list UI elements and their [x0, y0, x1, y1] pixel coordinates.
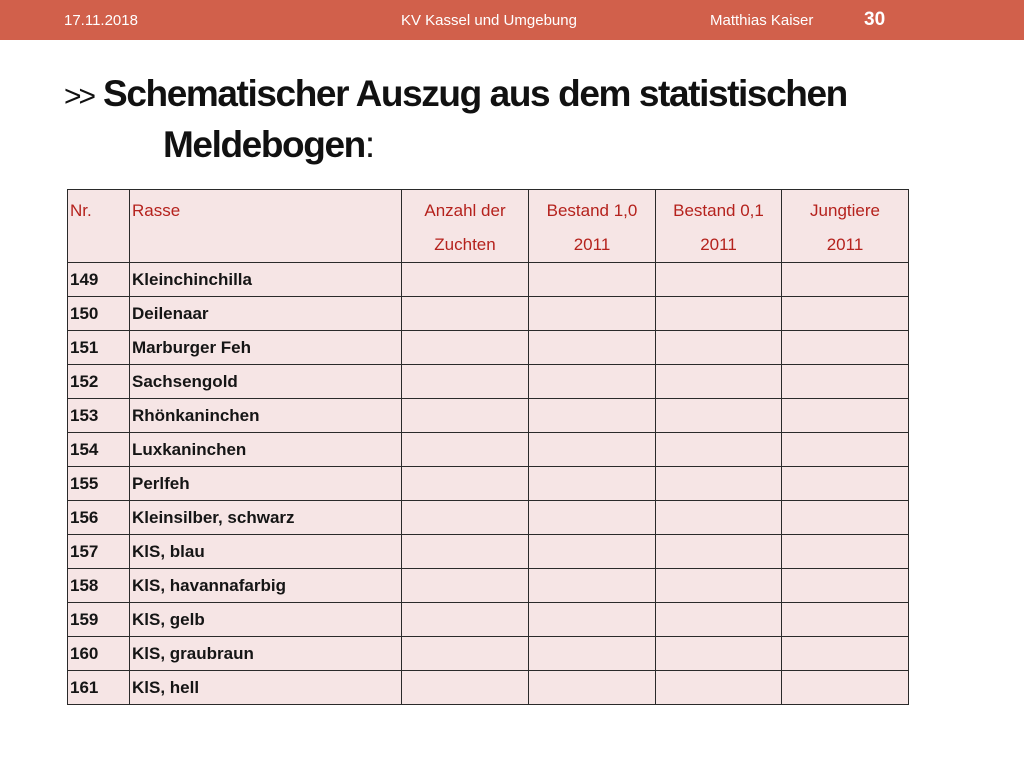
cell-rasse: Rhönkaninchen: [130, 399, 402, 433]
table-row: [68, 467, 909, 501]
cell-bestand-0-1: [656, 399, 782, 433]
cell-bestand-0-1: [656, 671, 782, 705]
cell-bestand-0-1: [656, 535, 782, 569]
cell-bestand-0-1: [656, 263, 782, 297]
cell-bestand-1-0: [529, 365, 656, 399]
slide-author: Matthias Kaiser: [710, 12, 814, 29]
title-line-1: Schematischer Auszug aus dem statistischen: [103, 73, 847, 114]
cell-anzahl: [402, 399, 529, 433]
cell-rasse: KlS, havannafarbig: [130, 569, 402, 603]
cell-nr: 155: [68, 467, 130, 501]
cell-rasse: Marburger Feh: [130, 331, 402, 365]
table-row: [68, 263, 909, 297]
slide-title: [64, 70, 964, 169]
cell-bestand-0-1: [656, 501, 782, 535]
cell-rasse: KlS, hell: [130, 671, 402, 705]
header-bestand-1-0: Bestand 1,0 2011: [529, 190, 656, 263]
cell-anzahl: [402, 433, 529, 467]
cell-nr: 150: [68, 297, 130, 331]
cell-bestand-1-0: [529, 535, 656, 569]
table-row: [68, 603, 909, 637]
cell-bestand-1-0: [529, 467, 656, 501]
cell-jungtiere: [782, 535, 909, 569]
header-bestand-0-1: Bestand 0,1 2011: [656, 190, 782, 263]
cell-jungtiere: [782, 297, 909, 331]
cell-rasse: KlS, gelb: [130, 603, 402, 637]
cell-anzahl: [402, 637, 529, 671]
cell-nr: 152: [68, 365, 130, 399]
table-row: [68, 637, 909, 671]
cell-jungtiere: [782, 637, 909, 671]
cell-bestand-1-0: [529, 399, 656, 433]
cell-anzahl: [402, 501, 529, 535]
cell-jungtiere: [782, 467, 909, 501]
header-bar: [0, 0, 1024, 40]
slide-page-number: 30: [864, 9, 886, 30]
cell-nr: 160: [68, 637, 130, 671]
table-row: [68, 331, 909, 365]
title-line-2-wrap: [64, 121, 964, 169]
table-row: [68, 365, 909, 399]
cell-jungtiere: [782, 433, 909, 467]
cell-nr: 149: [68, 263, 130, 297]
cell-bestand-1-0: [529, 263, 656, 297]
cell-anzahl: [402, 603, 529, 637]
cell-jungtiere: [782, 603, 909, 637]
cell-bestand-1-0: [529, 569, 656, 603]
cell-bestand-0-1: [656, 365, 782, 399]
title-colon: :: [364, 124, 374, 165]
cell-bestand-0-1: [656, 569, 782, 603]
cell-jungtiere: [782, 671, 909, 705]
cell-bestand-0-1: [656, 603, 782, 637]
cell-rasse: Deilenaar: [130, 297, 402, 331]
header-rasse: Rasse: [130, 190, 402, 263]
cell-bestand-0-1: [656, 331, 782, 365]
cell-anzahl: [402, 263, 529, 297]
cell-jungtiere: [782, 399, 909, 433]
cell-rasse: Kleinsilber, schwarz: [130, 501, 402, 535]
header-anzahl-zuchten: Anzahl der Zuchten: [402, 190, 529, 263]
cell-nr: 154: [68, 433, 130, 467]
cell-nr: 156: [68, 501, 130, 535]
cell-nr: 161: [68, 671, 130, 705]
cell-bestand-0-1: [656, 433, 782, 467]
cell-anzahl: [402, 365, 529, 399]
cell-bestand-1-0: [529, 501, 656, 535]
table-row: [68, 671, 909, 705]
cell-bestand-1-0: [529, 671, 656, 705]
cell-anzahl: [402, 467, 529, 501]
cell-bestand-1-0: [529, 603, 656, 637]
report-table: [67, 189, 909, 705]
cell-rasse: Perlfeh: [130, 467, 402, 501]
cell-bestand-1-0: [529, 331, 656, 365]
cell-jungtiere: [782, 569, 909, 603]
cell-jungtiere: [782, 501, 909, 535]
cell-rasse: Luxkaninchen: [130, 433, 402, 467]
slide-organization: KV Kassel und Umgebung: [401, 12, 577, 29]
table-row: [68, 501, 909, 535]
cell-jungtiere: [782, 331, 909, 365]
table-row: [68, 297, 909, 331]
slide-date: 17.11.2018: [64, 12, 138, 29]
cell-nr: 159: [68, 603, 130, 637]
cell-anzahl: [402, 331, 529, 365]
cell-bestand-1-0: [529, 637, 656, 671]
title-line-2: Meldebogen: [163, 124, 365, 165]
cell-bestand-0-1: [656, 467, 782, 501]
header-jungtiere: Jungtiere 2011: [782, 190, 909, 263]
cell-bestand-1-0: [529, 433, 656, 467]
cell-rasse: KlS, graubraun: [130, 637, 402, 671]
table-row: [68, 433, 909, 467]
cell-rasse: Kleinchinchilla: [130, 263, 402, 297]
cell-nr: 153: [68, 399, 130, 433]
table-row: [68, 399, 909, 433]
cell-rasse: Sachsengold: [130, 365, 402, 399]
cell-anzahl: [402, 297, 529, 331]
cell-bestand-0-1: [656, 637, 782, 671]
cell-bestand-1-0: [529, 297, 656, 331]
cell-jungtiere: [782, 263, 909, 297]
cell-rasse: KlS, blau: [130, 535, 402, 569]
header-nr: Nr.: [68, 190, 130, 263]
table-row: [68, 535, 909, 569]
cell-bestand-0-1: [656, 297, 782, 331]
cell-nr: 157: [68, 535, 130, 569]
cell-anzahl: [402, 671, 529, 705]
cell-anzahl: [402, 569, 529, 603]
table-row: [68, 569, 909, 603]
cell-nr: 158: [68, 569, 130, 603]
cell-nr: 151: [68, 331, 130, 365]
cell-jungtiere: [782, 365, 909, 399]
table-header-row: [68, 190, 909, 263]
title-bullet: >>: [64, 80, 94, 113]
cell-anzahl: [402, 535, 529, 569]
